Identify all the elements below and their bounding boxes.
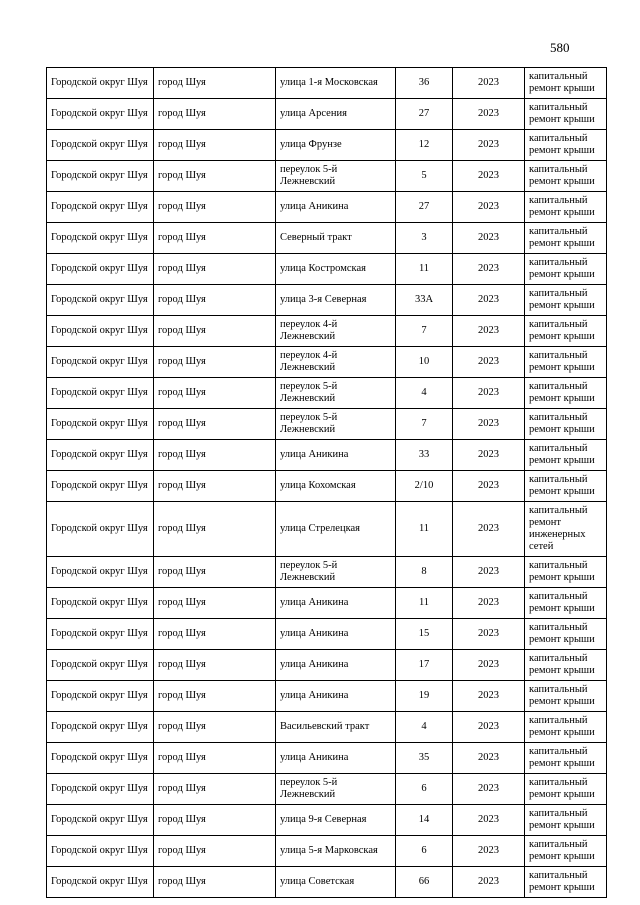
house-number-cell: 6	[396, 836, 453, 867]
repair-register-table	[46, 67, 607, 898]
district-cell: Городской округ Шуя	[47, 471, 154, 502]
house-number-cell: 19	[396, 681, 453, 712]
house-number-cell: 11	[396, 502, 453, 557]
year-cell: 2023	[453, 588, 525, 619]
work-type-cell: капитальный ремонт крыши	[525, 409, 607, 440]
street-cell: переулок 5-й Лежневский	[276, 378, 396, 409]
work-type-cell: капитальный ремонт крыши	[525, 347, 607, 378]
city-cell: город Шуя	[154, 99, 276, 130]
street-cell: улица Аникина	[276, 192, 396, 223]
work-type-cell: капитальный ремонт крыши	[525, 588, 607, 619]
table-row	[47, 285, 607, 316]
year-cell: 2023	[453, 743, 525, 774]
house-number-cell: 10	[396, 347, 453, 378]
street-cell: улица Костромская	[276, 254, 396, 285]
city-cell: город Шуя	[154, 409, 276, 440]
table-row	[47, 743, 607, 774]
city-cell: город Шуя	[154, 285, 276, 316]
work-type-cell: капитальный ремонт крыши	[525, 99, 607, 130]
district-cell: Городской округ Шуя	[47, 130, 154, 161]
street-cell: переулок 5-й Лежневский	[276, 774, 396, 805]
house-number-cell: 11	[396, 588, 453, 619]
street-cell: улица 5-я Марковская	[276, 836, 396, 867]
city-cell: город Шуя	[154, 836, 276, 867]
district-cell: Городской округ Шуя	[47, 588, 154, 619]
house-number-cell: 12	[396, 130, 453, 161]
house-number-cell: 4	[396, 378, 453, 409]
year-cell: 2023	[453, 681, 525, 712]
work-type-cell: капитальный ремонт крыши	[525, 712, 607, 743]
street-cell: Северный тракт	[276, 223, 396, 254]
district-cell: Городской округ Шуя	[47, 557, 154, 588]
street-cell: улица 1-я Московская	[276, 68, 396, 99]
city-cell: город Шуя	[154, 650, 276, 681]
year-cell: 2023	[453, 557, 525, 588]
city-cell: город Шуя	[154, 68, 276, 99]
table-row	[47, 557, 607, 588]
work-type-cell: капитальный ремонт крыши	[525, 316, 607, 347]
work-type-cell: капитальный ремонт крыши	[525, 650, 607, 681]
house-number-cell: 27	[396, 99, 453, 130]
table-body	[47, 68, 607, 898]
year-cell: 2023	[453, 619, 525, 650]
city-cell: город Шуя	[154, 192, 276, 223]
street-cell: улица Аникина	[276, 681, 396, 712]
table-row	[47, 192, 607, 223]
district-cell: Городской округ Шуя	[47, 316, 154, 347]
table-row	[47, 99, 607, 130]
table-row	[47, 650, 607, 681]
district-cell: Городской округ Шуя	[47, 650, 154, 681]
district-cell: Городской округ Шуя	[47, 712, 154, 743]
work-type-cell: капитальный ремонт крыши	[525, 285, 607, 316]
year-cell: 2023	[453, 440, 525, 471]
house-number-cell: 14	[396, 805, 453, 836]
year-cell: 2023	[453, 502, 525, 557]
table-row	[47, 161, 607, 192]
district-cell: Городской округ Шуя	[47, 867, 154, 898]
district-cell: Городской округ Шуя	[47, 68, 154, 99]
city-cell: город Шуя	[154, 130, 276, 161]
house-number-cell: 3	[396, 223, 453, 254]
city-cell: город Шуя	[154, 502, 276, 557]
table-row	[47, 619, 607, 650]
house-number-cell: 2/10	[396, 471, 453, 502]
house-number-cell: 36	[396, 68, 453, 99]
house-number-cell: 7	[396, 316, 453, 347]
street-cell: улица 9-я Северная	[276, 805, 396, 836]
table-row	[47, 588, 607, 619]
district-cell: Городской округ Шуя	[47, 409, 154, 440]
table-row	[47, 347, 607, 378]
work-type-cell: капитальный ремонт крыши	[525, 223, 607, 254]
table-row	[47, 867, 607, 898]
table-row	[47, 254, 607, 285]
year-cell: 2023	[453, 712, 525, 743]
street-cell: улица Аникина	[276, 588, 396, 619]
house-number-cell: 66	[396, 867, 453, 898]
year-cell: 2023	[453, 378, 525, 409]
year-cell: 2023	[453, 68, 525, 99]
table-row	[47, 409, 607, 440]
city-cell: город Шуя	[154, 440, 276, 471]
city-cell: город Шуя	[154, 712, 276, 743]
city-cell: город Шуя	[154, 805, 276, 836]
year-cell: 2023	[453, 650, 525, 681]
street-cell: переулок 5-й Лежневский	[276, 557, 396, 588]
district-cell: Городской округ Шуя	[47, 619, 154, 650]
street-cell: улица Аникина	[276, 650, 396, 681]
page-number: 580	[550, 40, 570, 55]
work-type-cell: капитальный ремонт крыши	[525, 619, 607, 650]
table-row	[47, 681, 607, 712]
house-number-cell: 35	[396, 743, 453, 774]
district-cell: Городской округ Шуя	[47, 223, 154, 254]
house-number-cell: 8	[396, 557, 453, 588]
district-cell: Городской округ Шуя	[47, 99, 154, 130]
street-cell: улица Арсения	[276, 99, 396, 130]
city-cell: город Шуя	[154, 254, 276, 285]
district-cell: Городской округ Шуя	[47, 502, 154, 557]
city-cell: город Шуя	[154, 743, 276, 774]
district-cell: Городской округ Шуя	[47, 285, 154, 316]
table-row	[47, 378, 607, 409]
year-cell: 2023	[453, 409, 525, 440]
city-cell: город Шуя	[154, 471, 276, 502]
work-type-cell: капитальный ремонт крыши	[525, 681, 607, 712]
district-cell: Городской округ Шуя	[47, 161, 154, 192]
work-type-cell: капитальный ремонт крыши	[525, 471, 607, 502]
table-row	[47, 440, 607, 471]
year-cell: 2023	[453, 161, 525, 192]
year-cell: 2023	[453, 471, 525, 502]
year-cell: 2023	[453, 805, 525, 836]
district-cell: Городской округ Шуя	[47, 805, 154, 836]
work-type-cell: капитальный ремонт крыши	[525, 68, 607, 99]
street-cell: переулок 5-й Лежневский	[276, 409, 396, 440]
work-type-cell: капитальный ремонт крыши	[525, 254, 607, 285]
city-cell: город Шуя	[154, 347, 276, 378]
table-row	[47, 712, 607, 743]
district-cell: Городской округ Шуя	[47, 347, 154, 378]
year-cell: 2023	[453, 867, 525, 898]
district-cell: Городской округ Шуя	[47, 192, 154, 223]
district-cell: Городской округ Шуя	[47, 743, 154, 774]
year-cell: 2023	[453, 223, 525, 254]
city-cell: город Шуя	[154, 223, 276, 254]
house-number-cell: 17	[396, 650, 453, 681]
year-cell: 2023	[453, 316, 525, 347]
work-type-cell: капитальный ремонт крыши	[525, 378, 607, 409]
street-cell: улица 3-я Северная	[276, 285, 396, 316]
house-number-cell: 7	[396, 409, 453, 440]
street-cell: улица Аникина	[276, 440, 396, 471]
street-cell: улица Советская	[276, 867, 396, 898]
house-number-cell: 6	[396, 774, 453, 805]
table-row	[47, 502, 607, 557]
city-cell: город Шуя	[154, 316, 276, 347]
year-cell: 2023	[453, 192, 525, 223]
table-row	[47, 223, 607, 254]
house-number-cell: 5	[396, 161, 453, 192]
house-number-cell: 33А	[396, 285, 453, 316]
street-cell: улица Стрелецкая	[276, 502, 396, 557]
city-cell: город Шуя	[154, 681, 276, 712]
work-type-cell: капитальный ремонт крыши	[525, 867, 607, 898]
house-number-cell: 15	[396, 619, 453, 650]
table-row	[47, 805, 607, 836]
work-type-cell: капитальный ремонт крыши	[525, 130, 607, 161]
district-cell: Городской округ Шуя	[47, 681, 154, 712]
work-type-cell: капитальный ремонт крыши	[525, 557, 607, 588]
district-cell: Городской округ Шуя	[47, 774, 154, 805]
table-row	[47, 836, 607, 867]
work-type-cell: капитальный ремонт крыши	[525, 836, 607, 867]
year-cell: 2023	[453, 254, 525, 285]
city-cell: город Шуя	[154, 774, 276, 805]
year-cell: 2023	[453, 285, 525, 316]
street-cell: Васильевский тракт	[276, 712, 396, 743]
table-row	[47, 68, 607, 99]
work-type-cell: капитальный ремонт крыши	[525, 805, 607, 836]
city-cell: город Шуя	[154, 619, 276, 650]
district-cell: Городской округ Шуя	[47, 836, 154, 867]
year-cell: 2023	[453, 774, 525, 805]
year-cell: 2023	[453, 130, 525, 161]
house-number-cell: 11	[396, 254, 453, 285]
house-number-cell: 4	[396, 712, 453, 743]
table-row	[47, 316, 607, 347]
city-cell: город Шуя	[154, 557, 276, 588]
district-cell: Городской округ Шуя	[47, 378, 154, 409]
street-cell: переулок 5-й Лежневский	[276, 161, 396, 192]
house-number-cell: 33	[396, 440, 453, 471]
table-row	[47, 130, 607, 161]
table-row	[47, 774, 607, 805]
city-cell: город Шуя	[154, 378, 276, 409]
house-number-cell: 27	[396, 192, 453, 223]
city-cell: город Шуя	[154, 161, 276, 192]
street-cell: улица Аникина	[276, 743, 396, 774]
work-type-cell: капитальный ремонт крыши	[525, 440, 607, 471]
work-type-cell: капитальный ремонт крыши	[525, 161, 607, 192]
street-cell: переулок 4-й Лежневский	[276, 316, 396, 347]
city-cell: город Шуя	[154, 867, 276, 898]
work-type-cell: капитальный ремонт инженерных сетей	[525, 502, 607, 557]
work-type-cell: капитальный ремонт крыши	[525, 192, 607, 223]
year-cell: 2023	[453, 99, 525, 130]
year-cell: 2023	[453, 347, 525, 378]
work-type-cell: капитальный ремонт крыши	[525, 743, 607, 774]
district-cell: Городской округ Шуя	[47, 440, 154, 471]
work-type-cell: капитальный ремонт крыши	[525, 774, 607, 805]
street-cell: улица Аникина	[276, 619, 396, 650]
street-cell: переулок 4-й Лежневский	[276, 347, 396, 378]
year-cell: 2023	[453, 836, 525, 867]
street-cell: улица Кохомская	[276, 471, 396, 502]
city-cell: город Шуя	[154, 588, 276, 619]
district-cell: Городской округ Шуя	[47, 254, 154, 285]
street-cell: улица Фрунзе	[276, 130, 396, 161]
table-row	[47, 471, 607, 502]
